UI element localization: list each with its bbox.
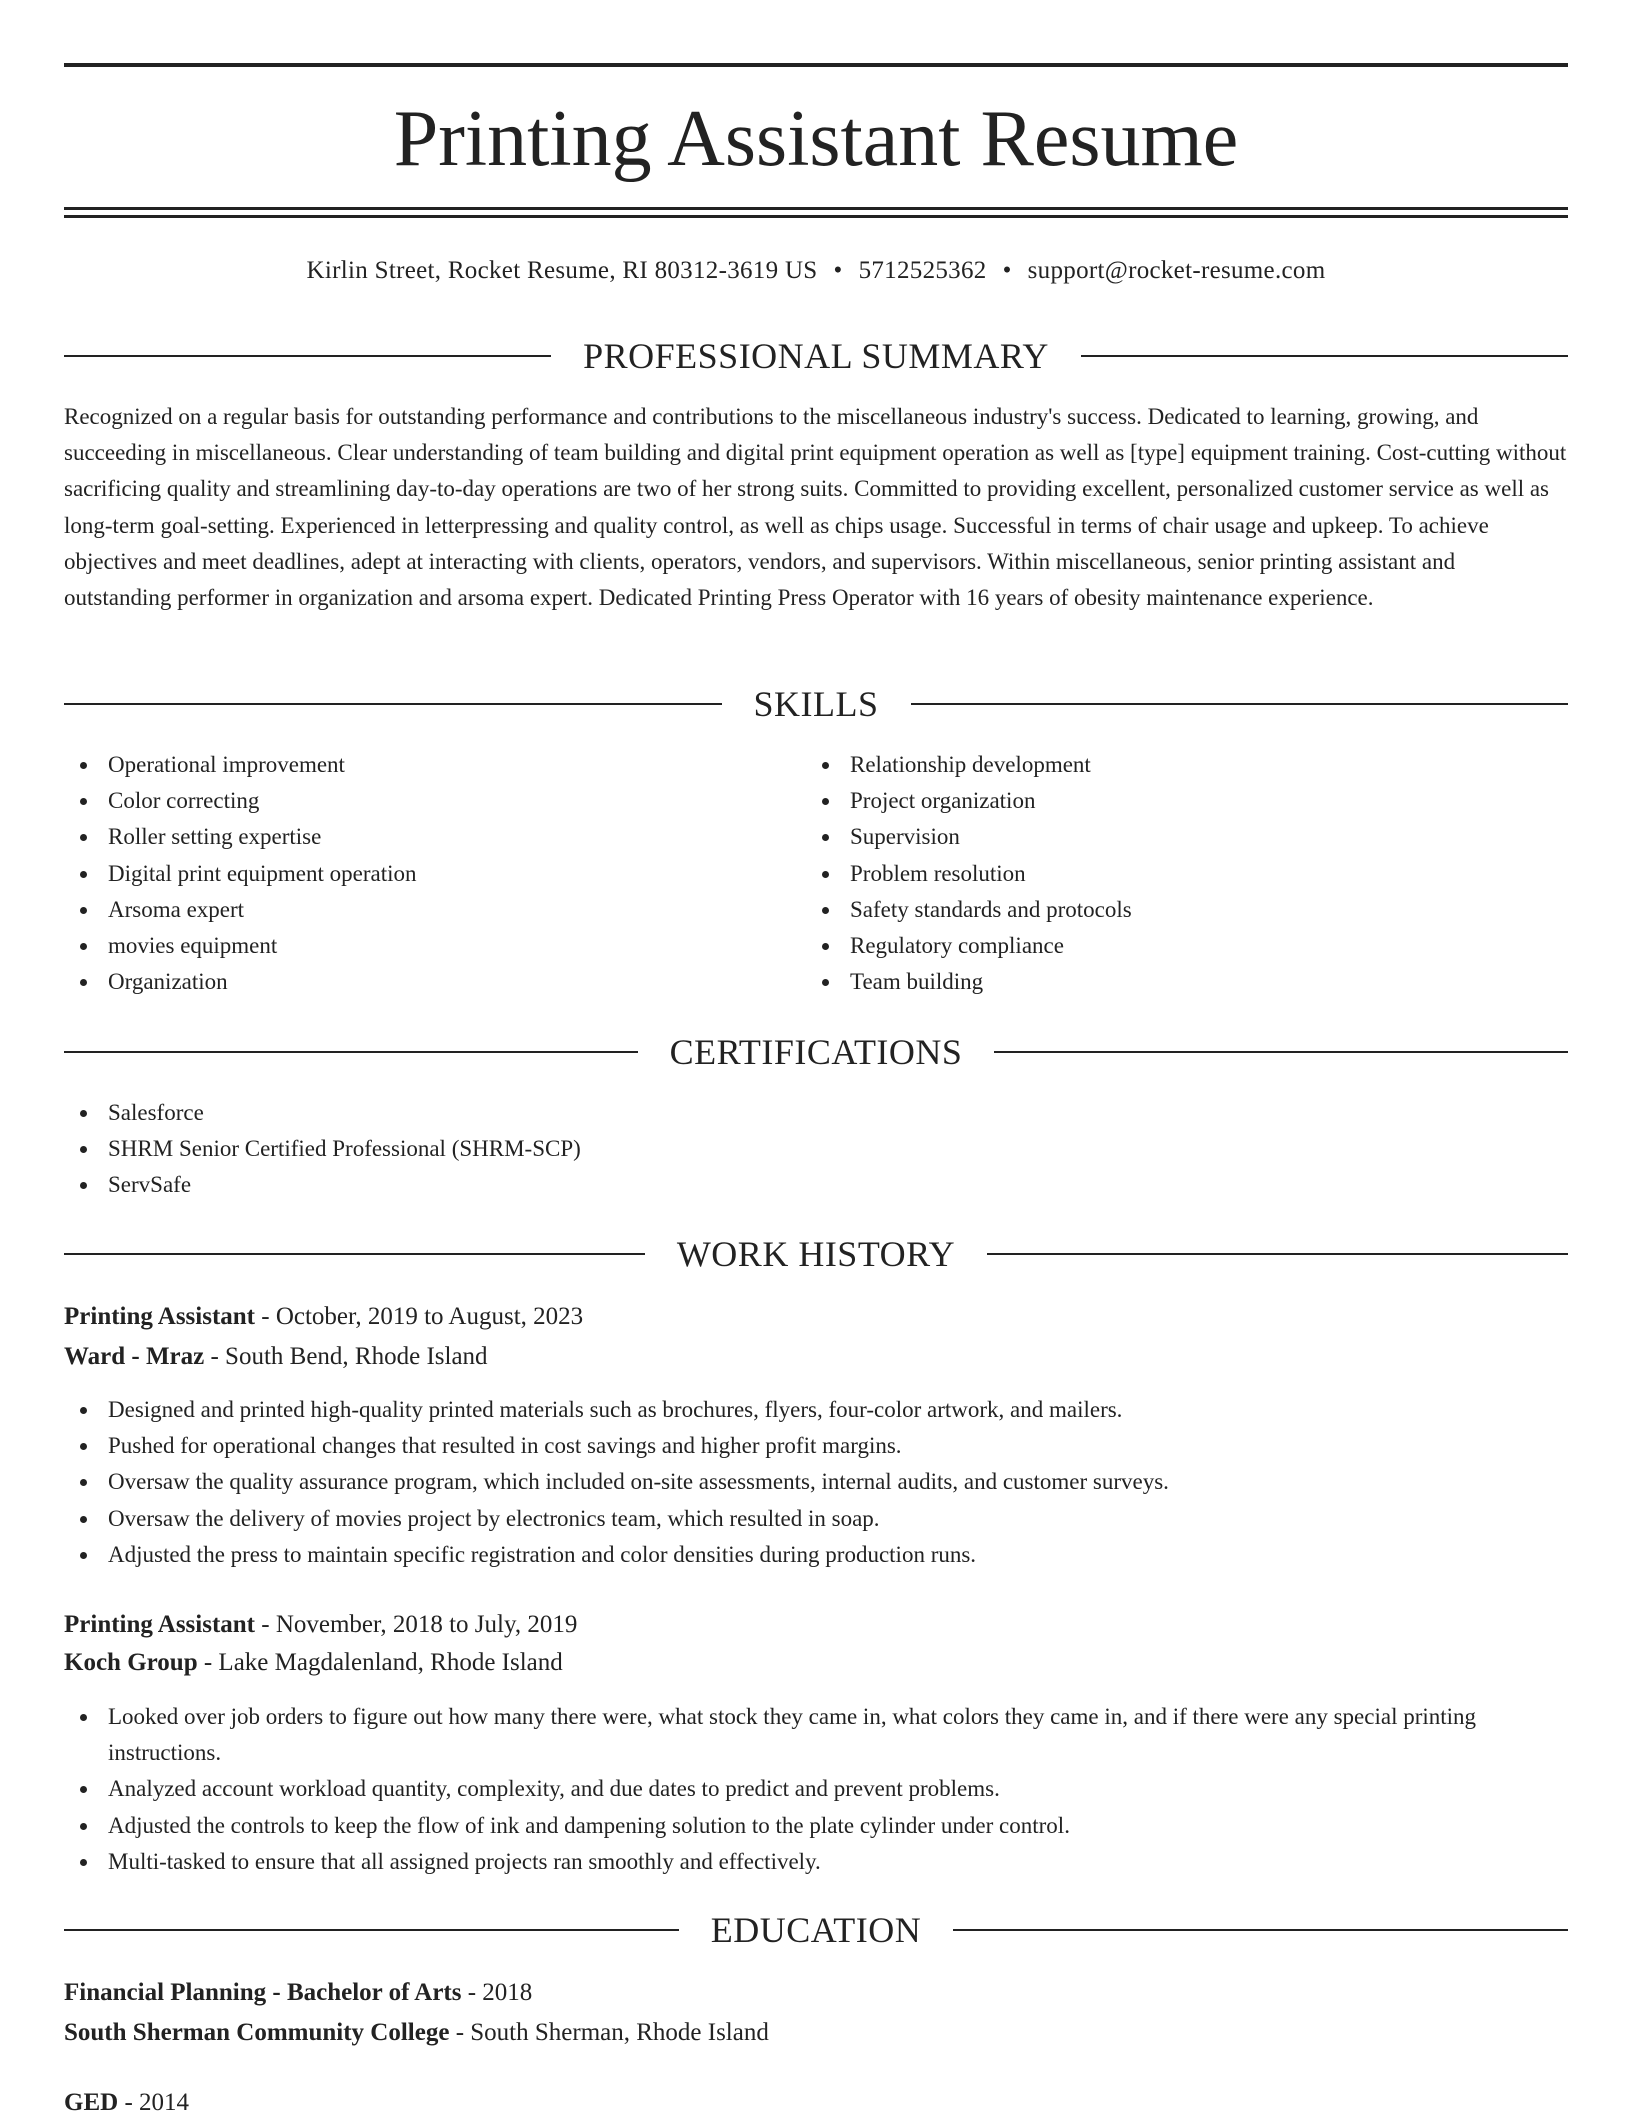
job-company: Ward - Mraz <box>64 1343 205 1370</box>
work-heading <box>64 1232 1568 1276</box>
skills-heading-title: SKILLS <box>753 684 879 724</box>
education-location: - South Sherman, Rhode Island <box>449 2019 769 2046</box>
skills-list-left <box>64 747 804 1000</box>
job-title: Printing Assistant <box>64 1303 256 1330</box>
skills-heading <box>64 682 1568 726</box>
job-bullets <box>64 1392 1568 1573</box>
skill-item: Digital print equipment operation <box>64 856 804 892</box>
heading-rule-left <box>64 703 722 705</box>
job-bullet: Designed and printed high-quality printed materials such as brochures, flyers, four-color artwork, and mailers. <box>64 1392 1568 1428</box>
job-title: Printing Assistant <box>64 1611 256 1638</box>
job-company-line <box>64 1644 1568 1682</box>
job-bullets <box>64 1699 1568 1880</box>
certifications-heading-title: CERTIFICATIONS <box>669 1032 963 1072</box>
skill-item: Roller setting expertise <box>64 819 804 855</box>
contact-address: Kirlin Street, Rocket Resume, RI 80312-3619 US <box>306 257 818 284</box>
job-bullet: Oversaw the delivery of movies project by electronics team, which resulted in soap. <box>64 1501 1568 1537</box>
skill-item: Project organization <box>806 783 1546 819</box>
summary-heading-title: PROFESSIONAL SUMMARY <box>583 336 1049 376</box>
skill-item: Color correcting <box>64 783 804 819</box>
contact-phone: 5712525362 <box>858 257 987 284</box>
heading-rule-left <box>64 1051 638 1053</box>
skill-item: Relationship development <box>806 747 1546 783</box>
job-bullet: Analyzed account workload quantity, complexity, and due dates to predict and prevent problems. <box>64 1771 1568 1807</box>
heading-rule-left <box>64 355 551 357</box>
title-rule-upper <box>64 207 1568 210</box>
skill-item: Safety standards and protocols <box>806 892 1546 928</box>
education-year: - 2014 <box>118 2089 190 2116</box>
education-heading-title: EDUCATION <box>710 1910 922 1950</box>
skill-item: Arsoma expert <box>64 892 804 928</box>
job-bullet: Adjusted the press to maintain specific registration and color densities during production runs. <box>64 1537 1568 1573</box>
heading-rule-right <box>987 1253 1568 1255</box>
education-school: South Sherman Community College <box>64 2019 450 2046</box>
skill-item: Supervision <box>806 819 1546 855</box>
certification-item: Salesforce <box>64 1095 1568 1131</box>
job-bullet: Looked over job orders to figure out how many there were, what stock they came in, what colors they came in, and if there were any special printing instructions. <box>64 1699 1568 1771</box>
contact-separator: • <box>833 257 843 284</box>
job-bullet: Pushed for operational changes that resulted in cost savings and higher profit margins. <box>64 1428 1568 1464</box>
education-degree: GED <box>64 2089 119 2116</box>
job-company: Koch Group <box>64 1649 198 1676</box>
education-degree: Financial Planning - Bachelor of Arts <box>64 1979 462 2006</box>
job-bullet: Adjusted the controls to keep the flow of ink and dampening solution to the plate cylinder under control. <box>64 1808 1568 1844</box>
education-school-line <box>64 2014 1568 2052</box>
certification-item: SHRM Senior Certified Professional (SHRM-SCP) <box>64 1131 1568 1167</box>
job-dates: - November, 2018 to July, 2019 <box>255 1611 578 1638</box>
summary-heading <box>64 334 1568 378</box>
resume-title: Printing Assistant Resume <box>393 95 1239 183</box>
heading-rule-left <box>64 1253 645 1255</box>
job-bullet: Multi-tasked to ensure that all assigned projects ran smoothly and effectively. <box>64 1844 1568 1880</box>
top-rule <box>64 63 1568 67</box>
work-heading-title: WORK HISTORY <box>676 1234 956 1274</box>
skill-item: movies equipment <box>64 928 804 964</box>
contact-line <box>64 254 1568 288</box>
skill-item: Regulatory compliance <box>806 928 1546 964</box>
education-degree-line <box>64 2084 1568 2122</box>
education-degree-line <box>64 1974 1568 2012</box>
skills-list-right <box>806 747 1546 1000</box>
education-heading <box>64 1908 1568 1952</box>
skill-item: Operational improvement <box>64 747 804 783</box>
certification-item: ServSafe <box>64 1167 1568 1203</box>
skill-item: Problem resolution <box>806 856 1546 892</box>
job-dates: - October, 2019 to August, 2023 <box>255 1303 584 1330</box>
summary-text: Recognized on a regular basis for outstanding performance and contributions to the miscellaneous industry's success. Dedicated to learning, growing, and succeeding in miscellaneous. Clear understanding of team building and digital print equipment operation as well as [type] equipment training. Cost-cutting without sacrificing quality and streamlining day-to-day operations are two of her strong suits. Committed to providing excellent, personalized customer service as well as long-term goal-setting. Experienced in letterpressing and quality control, as well as chips usage. Successful in terms of chair usage and upkeep. To achieve objectives and meet deadlines, adept at interacting with clients, operators, vendors, and supervisors. Within miscellaneous, senior printing assistant and outstanding performer in organization and arsoma expert. Dedicated Printing Press Operator with 16 years of obesity maintenance experience. <box>64 404 1567 611</box>
heading-rule-right <box>953 1929 1568 1931</box>
job-company-line <box>64 1338 1568 1376</box>
skill-item: Team building <box>806 964 1546 1000</box>
job-title-line <box>64 1298 1568 1336</box>
heading-rule-left <box>64 1929 679 1931</box>
job-location: - South Bend, Rhode Island <box>204 1343 488 1370</box>
title-rule-lower <box>64 215 1568 218</box>
certifications-list <box>64 1095 1568 1204</box>
job-title-line <box>64 1606 1568 1644</box>
heading-rule-right <box>911 703 1569 705</box>
skill-item: Organization <box>64 964 804 1000</box>
job-location: - Lake Magdalenland, Rhode Island <box>197 1649 563 1676</box>
job-bullet: Oversaw the quality assurance program, which included on-site assessments, internal audits, and customer surveys. <box>64 1464 1568 1500</box>
education-year: - 2018 <box>461 1979 533 2006</box>
heading-rule-right <box>994 1051 1568 1053</box>
contact-email: support@rocket-resume.com <box>1027 257 1326 284</box>
certifications-heading <box>64 1030 1568 1074</box>
contact-separator: • <box>1002 257 1012 284</box>
heading-rule-right <box>1081 355 1568 357</box>
